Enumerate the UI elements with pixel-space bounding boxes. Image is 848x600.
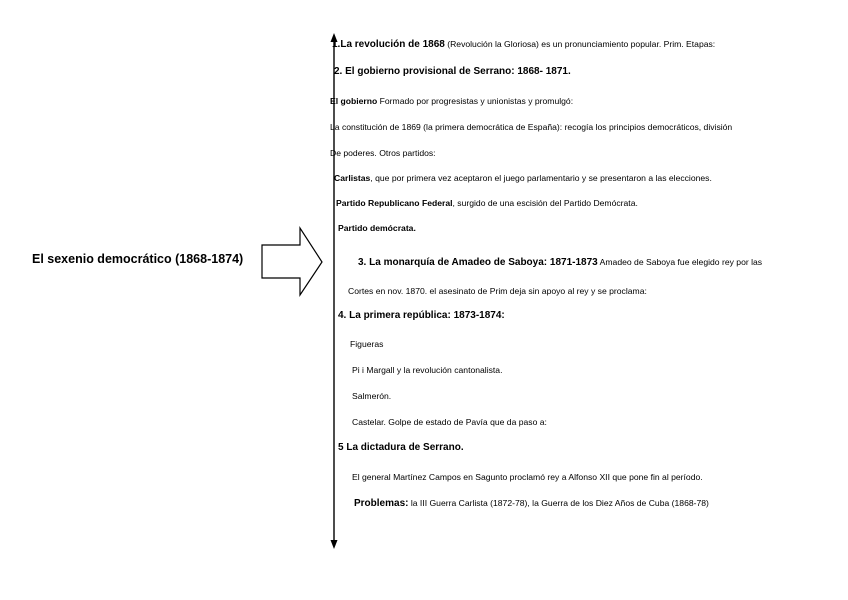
item-pi-i-margall: Pi i Margall y la revolución cantonalista.: [352, 365, 503, 375]
item-partido-republicano-text: , surgido de una escisión del Partido Demócrata.: [452, 198, 638, 208]
item-partido-republicano: [336, 197, 638, 209]
item-partido-republicano-heading: Partido Republicano Federal: [336, 198, 453, 208]
timeline-arrowhead-bottom: [331, 540, 338, 549]
item-problemas: [354, 497, 709, 510]
item-gobierno-provisional: 2. El gobierno provisional de Serrano: 1868- 1871.: [334, 66, 571, 77]
item-primera-republica: 4. La primera república: 1873-1874:: [338, 310, 505, 321]
item-dictadura-serrano: 5 La dictadura de Serrano.: [338, 442, 464, 453]
item-castelar: Castelar. Golpe de estado de Pavía que da paso a:: [352, 417, 547, 427]
item-revolucion-1868: [332, 38, 715, 51]
item-revolucion-1868-text: (Revolución la Gloriosa) es un pronunciamiento popular. Prim. Etapas:: [444, 39, 716, 49]
item-monarquia-amadeo-text: Amadeo de Saboya fue elegido rey por las: [597, 257, 763, 267]
item-gobierno-text: Formado por progresistas y unionistas y promulgó:: [377, 96, 574, 106]
item-problemas-heading: Problemas:: [354, 498, 409, 509]
item-carlistas-text: , que por primera vez aceptaron el juego parlamentario y se presentaron a las elecciones.: [370, 173, 712, 183]
item-monarquia-amadeo: [358, 256, 762, 269]
block-arrow: [262, 228, 322, 295]
item-gobierno: [330, 95, 573, 107]
item-gobierno-heading: El gobierno: [330, 96, 378, 106]
item-martinez-campos: El general Martínez Campos en Sagunto proclamó rey a Alfonso XII que pone fin al período.: [352, 472, 703, 482]
item-otros-partidos: De poderes. Otros partidos:: [330, 148, 436, 158]
item-revolucion-1868-heading: 1.La revolución de 1868: [332, 39, 445, 50]
diagram-title: El sexenio democrático (1868-1874): [32, 252, 244, 266]
item-figueras: Figueras: [350, 339, 384, 349]
item-partido-democrata-heading: Partido demócrata.: [338, 223, 416, 233]
item-constitucion-1869: La constitución de 1869 (la primera democrática de España): recogía los principios democráticos, división: [330, 122, 733, 132]
item-problemas-text: la III Guerra Carlista (1872-78), la Guerra de los Diez Años de Cuba (1868-78): [408, 498, 709, 508]
item-cortes-1870: Cortes en nov. 1870. el asesinato de Prim deja sin apoyo al rey y se proclama:: [348, 286, 647, 296]
item-carlistas-heading: Carlistas: [334, 173, 371, 183]
item-partido-democrata: [338, 222, 416, 234]
item-salmeron: Salmerón.: [352, 391, 392, 401]
item-monarquia-amadeo-heading: 3. La monarquía de Amadeo de Saboya: 1871-1873: [358, 257, 598, 268]
item-carlistas: [334, 172, 712, 184]
